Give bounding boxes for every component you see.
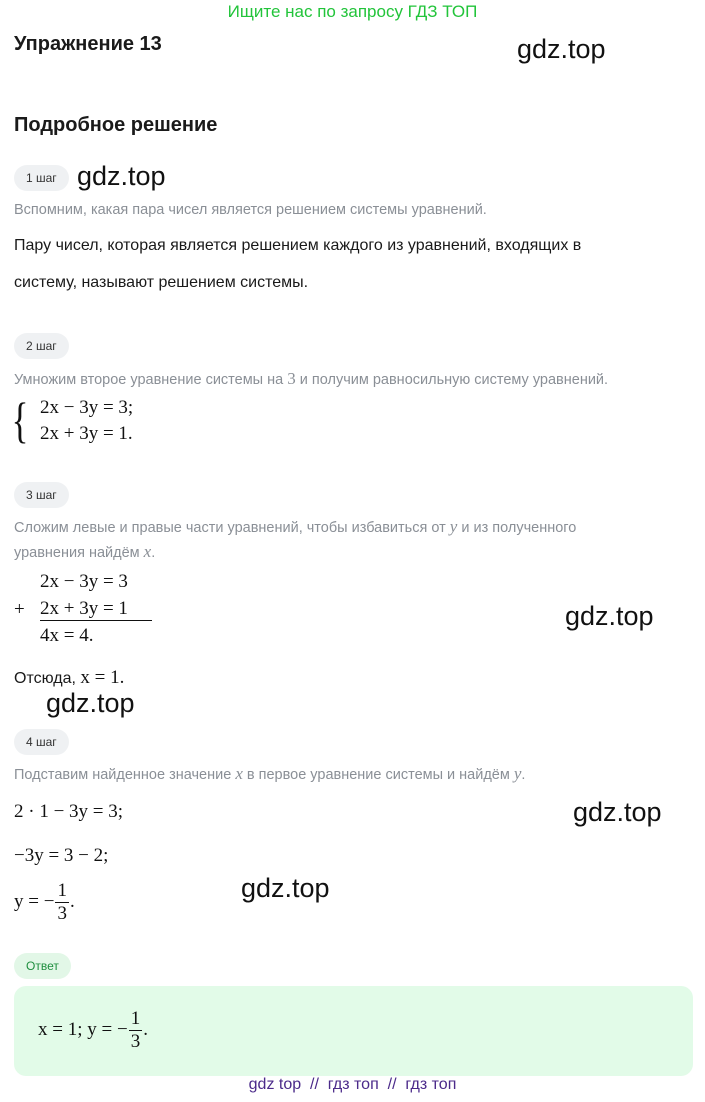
system-eq-1: 2x − 3y = 3; — [40, 397, 134, 418]
watermark: gdz.top — [573, 797, 662, 827]
addition-row-1: 2x − 3y = 3 — [40, 571, 128, 592]
step-hint-4: Подставим найденное значение x в первое уравнение системы и найдём y. — [14, 764, 526, 783]
watermark: gdz.top — [565, 601, 654, 631]
system-brace: { — [11, 392, 29, 448]
step-badge-3: 3 шаг — [14, 482, 69, 508]
answer-formula: x = 1; y = − $\frac{1}{3}$ . — [38, 1008, 148, 1052]
step-text-1-line2: систему, называют решением системы. — [14, 274, 309, 291]
step-hint-3-line1: Сложим левые и правые части уравнений, чтобы избавиться от y и из полученного — [14, 517, 577, 536]
promo-banner[interactable]: Ищите нас по запросу ГДЗ ТОП — [227, 2, 478, 21]
step-badge-1: 1 шаг — [14, 165, 69, 191]
watermark: gdz.top — [46, 688, 135, 718]
step-hint-1: Вспомним, какая пара чисел является решением системы уравнений. — [14, 202, 487, 218]
step-badge-2: 2 шаг — [14, 333, 69, 359]
addition-result: 4x = 4. — [40, 625, 94, 646]
step-badge-4: 4 шаг — [14, 729, 69, 755]
step-4-eq-1: 2 · 1 − 3y = 3; — [14, 801, 124, 822]
page-title: Упражнение 13 — [14, 33, 162, 55]
watermark: gdz.top — [77, 161, 166, 191]
addition-row-2: 2x + 3y = 1 — [40, 598, 152, 621]
addition-plus: + — [14, 599, 25, 620]
step-hint-2: Умножим второе уравнение системы на 3 и получим равносильную систему уравнений. — [14, 369, 609, 388]
footer-links[interactable]: gdz top // гдз топ // гдз топ — [248, 1076, 457, 1093]
watermark: gdz.top — [241, 873, 330, 903]
watermark: gdz.top — [517, 34, 606, 64]
answer-badge: Ответ — [14, 953, 71, 979]
step-4-eq-2: −3y = 3 − 2; — [14, 845, 109, 866]
step-hint-3-line2: уравнения найдём x. — [14, 542, 156, 561]
system-eq-2: 2x + 3y = 1. — [40, 423, 133, 444]
step-4-eq-3: y = − $\frac{1}{3}$ . — [14, 880, 75, 924]
solution-heading: Подробное решение — [14, 114, 218, 136]
step-text-1-line1: Пару чисел, которая является решением каждого из уравнений, входящих в — [14, 237, 582, 254]
step-conclusion-3: Отсюда, x = 1. — [14, 667, 125, 688]
